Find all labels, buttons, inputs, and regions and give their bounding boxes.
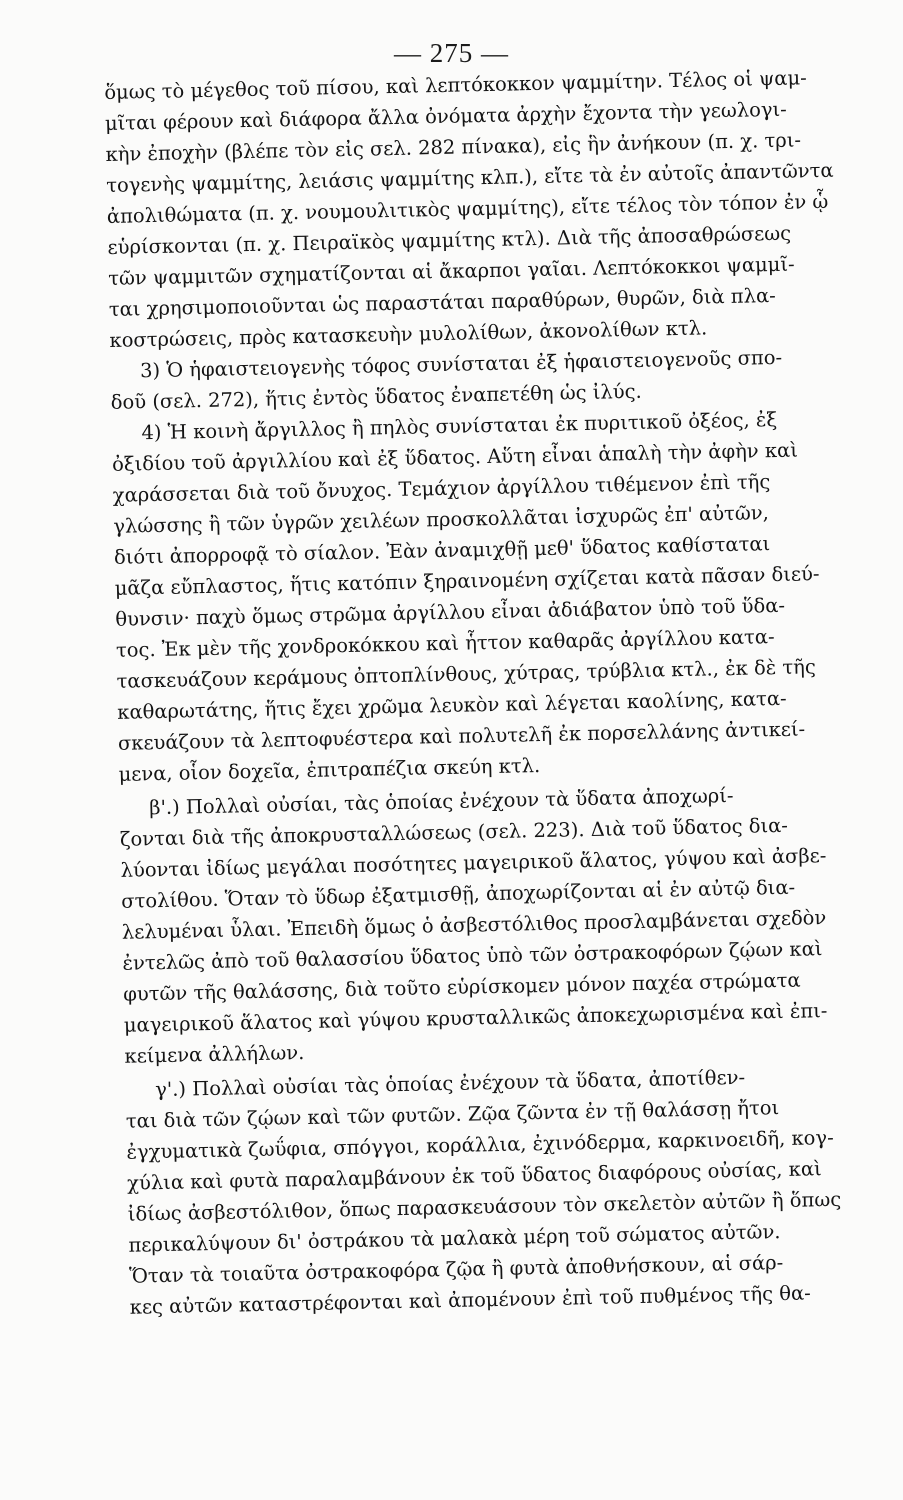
text-line: ἀπολιθώματα (π. χ. νουμουλιτικὸς ψαμμίτης), εἴτε τέλος τὸν τόπον ἐν ᾧ xyxy=(106,189,829,228)
section-gamma-heading: γ'.) Πολλαὶ οὐσίαι τὰς ὁποίας ἐνέχουν τὰ ὕδατα, ἀποτίθεν- xyxy=(154,1065,746,1102)
text-line: περικαλύψουν δι' ὀστράκου τὰ μαλακὰ μέρη τοῦ σώματος αὐτῶν. xyxy=(128,1220,781,1257)
text-line: φυτῶν τῆς θαλάσσης, διὰ τοῦτο εὑρίσκομεν μόνον παχέα στρώματα xyxy=(122,968,801,1006)
text-line: ὀξιδίου τοῦ ἀργιλλίου καὶ ἐξ ὕδατος. Αὕτη εἶναι ἁπαλὴ τὴν ἀφὴν καὶ xyxy=(111,438,799,476)
text-line: ἐντελῶς ἀπὸ τοῦ θαλασσίου ὕδατος ὑπὸ τῶν ὀστρακοφόρων ζῴων καὶ xyxy=(122,937,823,975)
text-line: χύλια καὶ φυτὰ παραλαμβάνουν ἐκ τοῦ ὕδατος διαφόρους οὐσίας, καὶ xyxy=(126,1157,822,1195)
text-line: χαράσσεται διὰ τοῦ ὄνυχος. Τεμάχιον ἀργίλλου τιθέμενον ἐπὶ τῆς xyxy=(112,470,771,507)
text-line: τογενὴς ψαμμίτης, λειάσις ψαμμίτης κλπ.), εἴτε τὰ ἐν αὐτοῖς ἀπαντῶντα xyxy=(106,158,834,197)
paragraph-3-start: 3) Ὁ ἡφαιστειογενὴς τόφος συνίσταται ἐξ ἡφαιστειογενοῦς σπο- xyxy=(139,345,783,383)
text-line: ἰδίως ἀσβεστόλιθον, ὅπως παρασκευάσουν τὸν σκελετὸν αὐτῶν ἢ ὅπως xyxy=(127,1187,842,1226)
text-line: ζονται διὰ τῆς ἀποκρυσταλλώσεως (σελ. 223). Διὰ τοῦ ὕδατος δια- xyxy=(119,813,789,851)
page-number: — 275 — xyxy=(394,38,509,68)
text-line: καθαρωτάτης, ἥτις ἔχει χρῶμα λευκὸν καὶ λέγεται καολίνης, κατα- xyxy=(117,686,787,724)
text-line: κοστρώσεις, πρὸς κατασκευὴν μυλολίθων, ἀκονολίθων κτλ. xyxy=(109,316,708,352)
text-line: γλώσσης ἢ τῶν ὑγρῶν χειλέων προσκολλᾶται ἰσχυρῶς ἐπ' αὐτῶν, xyxy=(113,501,770,538)
text-line: λελυμέναι ὗλαι. Ἐπειδὴ ὅμως ὁ ἀσβεστόλιθος προσλαμβάνεται σχεδὸν xyxy=(121,906,827,944)
text-line: μῖται φέρουν καὶ διάφορα ἄλλα ὀνόματα ἀρχὴν ἔχοντα τὴν γεωλογι- xyxy=(104,97,787,135)
section-beta-heading: β'.) Πολλαὶ οὐσίαι, τὰς ὁποίας ἐνέχουν τὰ ὕδατα ἀποχωρί- xyxy=(149,783,734,820)
text-line: εὑρίσκονται (π. χ. Πειραϊκὸς ψαμμίτης κτλ). Διὰ τῆς ἀποσαθρώσεως xyxy=(107,221,792,259)
text-line: Ὅταν τὰ τοιαῦτα ὀστρακοφόρα ζῷα ἢ φυτὰ ἀποθνήσκουν, αἱ σάρ- xyxy=(128,1251,784,1288)
text-line: τασκευάζουν κεράμους ὀπτοπλίνθους, χύτρας, τρύβλια κτλ., ἐκ δὲ τῆς xyxy=(116,655,816,693)
text-line: τῶν ψαμμιτῶν σχηματίζονται αἱ ἄκαρποι γαῖαι. Λεπτόκοκκοι ψαμμῖ- xyxy=(107,252,795,290)
paragraph-4-start: 4) Ἡ κοινὴ ἄργιλλος ἢ πηλὸς συνίσταται ἐκ πυριτικοῦ ὀξέος, ἐξ xyxy=(141,407,778,445)
text-line: κες αὐτῶν καταστρέφονται καὶ ἀπομένουν ἐπὶ τοῦ πυθμένος τῆς θα- xyxy=(129,1281,811,1319)
text-line: μενα, οἷον δοχεῖα, ἐπιτραπέζια σκεύη κτλ. xyxy=(118,754,541,786)
text-line: ται χρησιμοποιοῦνται ὡς παραστάται παραθύρων, θυρῶν, διὰ πλα- xyxy=(108,283,776,321)
text-line: δοῦ (σελ. 272), ἥτις ἐντὸς ὕδατος ἐναπετέθη ὡς ἰλύς. xyxy=(110,379,642,414)
text-line: ἐγχυματικὰ ζωΰφια, σπόγγοι, κοράλλια, ἐχινόδερμα, καρκινοειδῆ, κογ- xyxy=(126,1125,834,1164)
text-line: διότι ἀπορροφᾷ τὸ σίαλον. Ἐὰν ἀναμιχθῇ μεθ' ὕδατος καθίσταται xyxy=(113,532,771,569)
text-line: κὴν ἐποχὴν (βλέπε τὸν εἰς σελ. 282 πίνακα), εἰς ἣν ἀνήκουν (π. χ. τρι- xyxy=(105,128,802,166)
text-line: ται διὰ τῶν ζῴων καὶ τῶν φυτῶν. Ζῷα ζῶντα ἐν τῇ θαλάσσῃ ἤτοι xyxy=(125,1096,780,1133)
text-line: κείμενα ἀλλήλων. xyxy=(124,1041,305,1068)
text-line: ὅμως τὸ μέγεθος τοῦ πίσου, καὶ λεπτόκοκκον ψαμμίτην. Τέλος οἱ ψαμ- xyxy=(104,66,807,104)
text-line: θυνσιν· παχὺ ὅμως στρῶμα ἀργίλλου εἶναι ἀδιάβατον ὑπὸ τοῦ ὕδα- xyxy=(115,593,786,631)
text-line: στολίθου. Ὅταν τὸ ὕδωρ ἐξατμισθῇ, ἀποχωρίζονται αἱ ἐν αὐτῷ δια- xyxy=(121,875,796,913)
text-line: μαγειρικοῦ ἅλατος καὶ γύψου κρυσταλλικῶς ἀποκεχωρισμένα καὶ ἐπι- xyxy=(123,999,828,1037)
text-line: τος. Ἐκ μὲν τῆς χονδροκόκκου καὶ ἧττον καθαρᾶς ἀργίλλου κατα- xyxy=(115,625,775,662)
text-line: σκευάζουν τὰ λεπτοφυέστερα καὶ πολυτελῆ ἐκ πορσελλάνης ἀντικεί- xyxy=(117,717,806,755)
text-line: λύονται ἰδίως μεγάλαι ποσότητες μαγειρικοῦ ἅλατος, γύψου καὶ ἀσβε- xyxy=(120,844,827,882)
text-line: μᾶζα εὔπλαστος, ἥτις κατόπιν ξηραινομένη σχίζεται κατὰ πᾶσαν διεύ- xyxy=(114,562,820,600)
